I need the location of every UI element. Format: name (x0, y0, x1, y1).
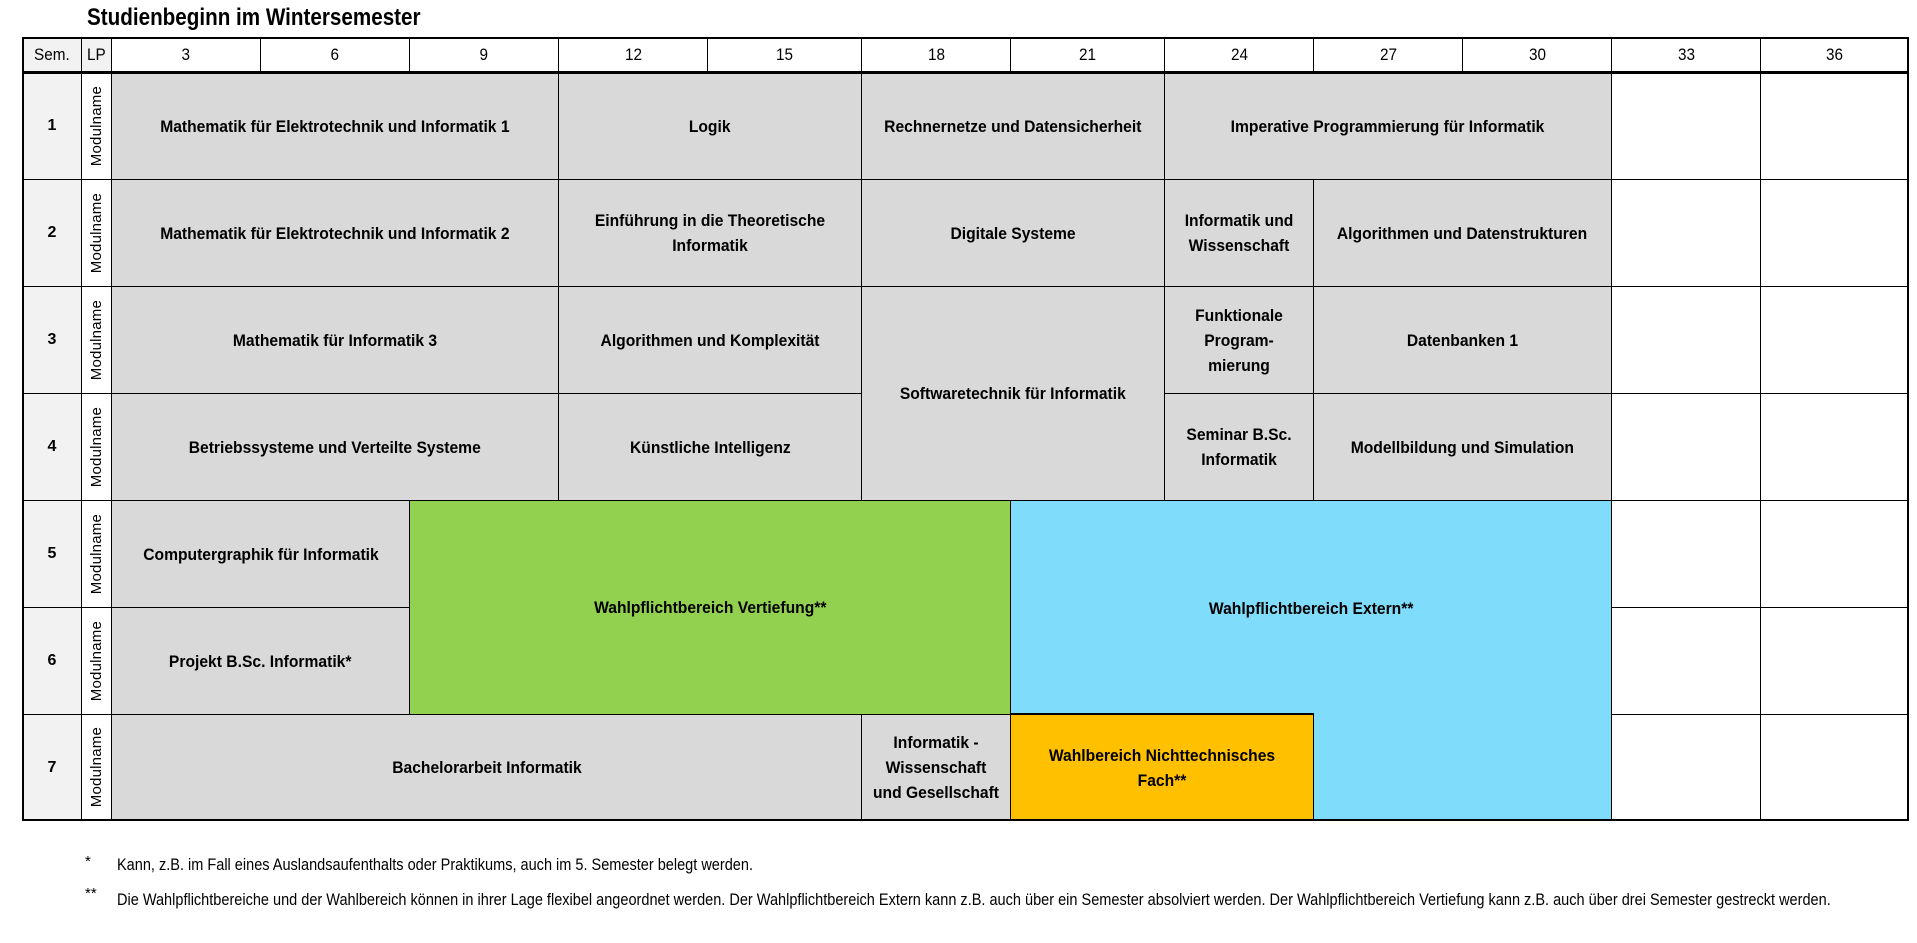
module-softwaretechnik[interactable] (861, 286, 1165, 501)
empty-cell (1760, 179, 1909, 287)
module-imperative-programmierung[interactable] (1164, 72, 1612, 180)
empty-cell (1760, 72, 1909, 180)
module-label: Wahlpflichtbereich Vertiefung** (593, 598, 827, 617)
module-label: Betriebssysteme und Verteilte Systeme (188, 437, 482, 457)
module-mathe-1[interactable] (111, 72, 559, 180)
credit-label: 30 (1528, 45, 1546, 64)
module-kuenstliche-intelligenz[interactable] (558, 393, 862, 501)
header-credit-27 (1313, 37, 1463, 73)
module-informatik-wissenschaft[interactable] (1164, 179, 1314, 287)
row-label: Modulname (88, 620, 105, 702)
header-lp-label: LP (87, 45, 106, 64)
module-algorithmen-datenstrukturen[interactable] (1313, 179, 1612, 287)
credit-label: 24 (1230, 45, 1248, 64)
semester-1 (22, 72, 82, 180)
module-label: Algorithmen und Datenstrukturen (1337, 223, 1588, 243)
empty-cell (1760, 286, 1909, 394)
credit-label: 9 (479, 45, 489, 64)
credit-label: 3 (181, 45, 191, 64)
row-label-1 (81, 72, 112, 180)
credit-label: 12 (624, 45, 642, 64)
footnote-1-mark: * (85, 853, 91, 870)
credit-label: 36 (1825, 45, 1844, 64)
row-label: Modulname (88, 406, 105, 488)
module-label: Wahlpflichtbereich Extern** (1208, 598, 1414, 618)
semester-number: 4 (47, 438, 57, 455)
credit-label: 18 (927, 45, 945, 64)
semester-number: 7 (47, 758, 57, 776)
module-label: Mathematik für Elektrotechnik und Informatik 2 (160, 223, 510, 243)
semester-4 (22, 393, 82, 501)
semester-3 (22, 286, 82, 394)
module-label: Seminar B.Sc. Informatik (1186, 425, 1292, 469)
credit-label: 6 (330, 45, 340, 64)
semester-7 (22, 714, 82, 821)
module-label: Logik (689, 116, 731, 136)
module-label: Informatik - Wissenschaft und Gesellschaft (872, 733, 1000, 802)
module-wahlpflicht-extern[interactable] (1010, 500, 1612, 715)
semester-number: 5 (47, 545, 57, 562)
module-mathe-3[interactable] (111, 286, 559, 394)
module-label: Datenbanken 1 (1406, 330, 1519, 350)
header-separator (22, 71, 1909, 74)
row-label: Modulname (88, 727, 105, 808)
module-wahlpflicht-vertiefung[interactable] (409, 500, 1011, 715)
module-rechnernetze[interactable] (861, 72, 1165, 180)
module-label: Algorithmen und Komplexität (600, 330, 820, 350)
row-label: Modulname (88, 513, 105, 595)
header-credit-15 (707, 37, 862, 73)
module-mathe-2[interactable] (111, 179, 559, 287)
empty-cell (1760, 714, 1909, 821)
semester-2 (22, 179, 82, 287)
module-computergraphik[interactable] (111, 500, 410, 608)
header-lp (81, 37, 112, 73)
module-label: Rechnernetze und Datensicherheit (884, 116, 1142, 136)
empty-cell (1760, 393, 1909, 501)
header-credit-12 (558, 37, 708, 73)
semester-number: 3 (47, 331, 57, 348)
module-label: Digitale Systeme (950, 223, 1076, 243)
module-bachelorarbeit[interactable] (111, 714, 862, 821)
module-label: Imperative Programmierung für Informatik (1231, 116, 1545, 136)
empty-cell (1611, 72, 1761, 180)
module-betriebssysteme[interactable] (111, 393, 559, 501)
module-nichttechnisches-fach[interactable] (1010, 714, 1314, 821)
credit-label: 27 (1379, 45, 1397, 64)
module-label: Informatik und Wissenschaft (1184, 211, 1294, 255)
module-seminar[interactable] (1164, 393, 1314, 501)
module-label: Softwaretechnik für Informatik (900, 384, 1126, 403)
module-label: Bachelorarbeit Informatik (391, 758, 582, 777)
row-label-6 (81, 607, 112, 715)
module-logik[interactable] (558, 72, 862, 180)
header-credit-9 (409, 37, 559, 73)
module-label: Wahlbereich Nichttechnisches Fach** (1048, 745, 1276, 790)
empty-cell (1611, 607, 1761, 715)
module-modellbildung[interactable] (1313, 393, 1612, 501)
header-sem-label: Sem. (34, 45, 70, 64)
empty-cell (1760, 607, 1909, 715)
header-credit-24 (1164, 37, 1314, 73)
module-projekt[interactable] (111, 607, 410, 715)
header-credit-33 (1611, 37, 1761, 73)
row-label-7 (81, 714, 112, 821)
module-algorithmen-komplexitaet[interactable] (558, 286, 862, 394)
empty-cell (1611, 393, 1761, 501)
module-label: Einführung in die Theoretische Informatik (594, 211, 826, 255)
module-informatik-gesellschaft[interactable] (861, 714, 1011, 821)
credit-label: 15 (775, 45, 794, 64)
module-label: Computergraphik für Informatik (142, 544, 379, 564)
empty-cell (1760, 500, 1909, 608)
row-label-3 (81, 286, 112, 394)
header-credit-21 (1010, 37, 1165, 73)
semester-6 (22, 607, 82, 715)
header-credit-6 (260, 37, 410, 73)
page-title: Studienbeginn im Wintersemester (87, 4, 421, 31)
header-credit-3 (111, 37, 261, 73)
semester-number: 1 (47, 117, 57, 134)
empty-cell (1611, 714, 1761, 821)
row-label: Modulname (88, 192, 105, 274)
header-credit-18 (861, 37, 1011, 73)
module-funktionale-programmierung[interactable] (1164, 286, 1314, 394)
module-wahlpflicht-extern-bottom[interactable] (1313, 713, 1612, 821)
header-credit-30 (1462, 37, 1612, 73)
empty-cell (1611, 179, 1761, 287)
footnote-2-mark: ** (85, 885, 97, 902)
module-label: Mathematik für Informatik 3 (232, 330, 438, 350)
footnote-1-text: Kann, z.B. im Fall eines Auslandsaufenthalts oder Praktikums, auch im 5. Semester belegt werden. (117, 856, 753, 874)
empty-cell (1611, 286, 1761, 394)
row-label-4 (81, 393, 112, 501)
footnote-2-text: Die Wahlpflichtbereiche und der Wahlbereich können in ihrer Lage flexibel angeordnet werden. Der Wahlpflichtbereich Extern kann z.B. auch über ein Semester absolviert werden. Der Wahlpflichtbereich Vertiefung kann z.B. auch über drei Semester gestreckt werden. (117, 891, 1831, 909)
header-sem (22, 37, 82, 73)
study-plan-table (22, 37, 1909, 821)
module-theoretische-informatik[interactable] (558, 179, 862, 287)
header-credit-36 (1760, 37, 1909, 73)
row-label-5 (81, 500, 112, 608)
credit-label: 33 (1677, 45, 1695, 64)
semester-number: 6 (47, 652, 57, 669)
row-label: Modulname (88, 299, 105, 381)
row-label: Modulname (88, 85, 105, 167)
semester-number: 2 (47, 224, 57, 241)
credit-label: 21 (1078, 45, 1097, 64)
empty-cell (1611, 500, 1761, 608)
module-label: Künstliche Intelligenz (629, 437, 791, 457)
row-label-2 (81, 179, 112, 287)
module-label: Mathematik für Elektrotechnik und Informatik 1 (160, 116, 510, 136)
module-label: Projekt B.Sc. Informatik* (169, 651, 352, 671)
module-digitale-systeme[interactable] (861, 179, 1165, 287)
module-label: Funktionale Program-mierung (1195, 305, 1283, 375)
semester-5 (22, 500, 82, 608)
module-label: Modellbildung und Simulation (1350, 437, 1575, 457)
module-datenbanken-1[interactable] (1313, 286, 1612, 394)
